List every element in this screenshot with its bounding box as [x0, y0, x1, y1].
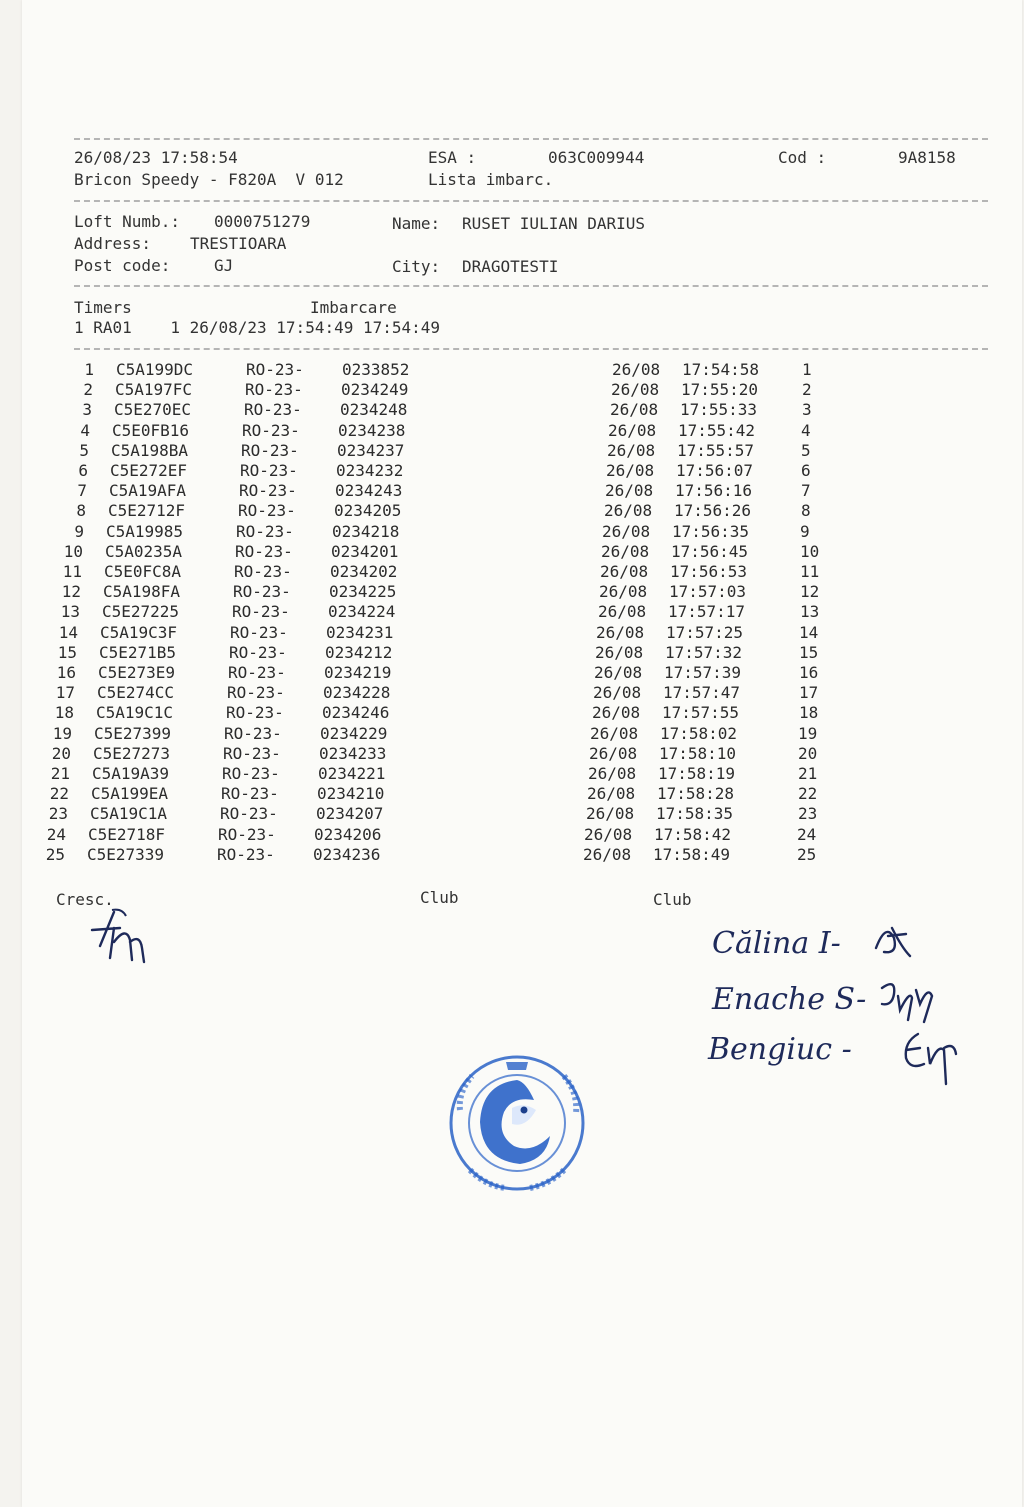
arrival-date: 26/08: [601, 541, 650, 561]
table-row: [0, 522, 1024, 542]
arrival-date: 26/08: [595, 642, 644, 662]
ring-country-year: RO-23-: [224, 723, 282, 743]
chip-code: C5A199EA: [91, 784, 169, 804]
timers-label: Timers: [74, 298, 132, 317]
chip-code: C5E271B5: [99, 642, 177, 662]
arrival-date: 26/08: [596, 622, 645, 642]
breeder-signature: [86, 906, 156, 966]
row-index: 1: [802, 360, 812, 379]
ring-number: 0234231: [326, 622, 394, 642]
chip-code: C5E270EC: [114, 400, 192, 420]
ring-number: 0234210: [317, 784, 385, 804]
ring-country-year: RO-23-: [234, 562, 292, 581]
table-row: [0, 441, 1024, 461]
row-number: 13: [60, 602, 80, 622]
address-label: Address:: [74, 234, 152, 253]
chip-code: C5A198FA: [103, 582, 181, 602]
address-value: TRESTIOARA: [190, 234, 287, 253]
row-number: 23: [48, 804, 68, 824]
row-index: 6: [801, 461, 811, 480]
chip-code: C5A0235A: [105, 541, 183, 561]
row-index: 10: [800, 541, 820, 561]
arrival-time: 17:55:42: [678, 420, 756, 440]
table-row: [0, 724, 1024, 744]
ring-country-year: RO-23-: [241, 440, 299, 460]
ring-number: 0234232: [336, 461, 404, 480]
arrival-date: 26/08: [606, 461, 655, 480]
arrival-time: 17:57:25: [666, 622, 744, 642]
chip-code: C5A19C1C: [96, 703, 174, 723]
arrival-date: 26/08: [602, 521, 651, 541]
ring-country-year: RO-23-: [233, 582, 291, 602]
chip-code: C5A19A39: [92, 764, 170, 783]
table-row: [0, 360, 1024, 380]
row-number: 16: [56, 663, 76, 682]
arrival-date: 26/08: [594, 663, 643, 682]
chip-code: C5E273E9: [98, 663, 176, 682]
postcode-value: GJ: [214, 256, 234, 275]
row-index: 11: [800, 562, 820, 581]
arrival-time: 17:55:33: [680, 400, 758, 420]
club-label-right: Club: [653, 890, 692, 909]
row-number: 1: [84, 360, 94, 379]
arrival-time: 17:56:35: [672, 521, 750, 541]
row-index: 3: [802, 400, 812, 420]
ring-country-year: RO-23-: [220, 804, 278, 824]
arrival-date: 26/08: [593, 683, 642, 703]
arrival-time: 17:56:26: [674, 501, 752, 521]
ring-number: 0234205: [334, 501, 402, 521]
ring-number: 0233852: [342, 360, 410, 379]
ring-country-year: RO-23-: [246, 360, 304, 379]
table-row: [0, 400, 1024, 420]
row-number: 22: [49, 784, 69, 804]
row-number: 9: [74, 521, 84, 541]
ring-number: 0234225: [329, 582, 397, 602]
table-row: [0, 744, 1024, 764]
table-row: [0, 481, 1024, 501]
row-number: 8: [76, 501, 86, 521]
arrival-date: 26/08: [584, 824, 633, 844]
table-row: [0, 845, 1024, 865]
arrival-date: 26/08: [589, 743, 638, 763]
ring-country-year: RO-23-: [232, 602, 290, 622]
chip-code: C5A19C3F: [100, 622, 178, 642]
separator: [74, 348, 988, 350]
arrival-date: 26/08: [610, 400, 659, 420]
arrival-date: 26/08: [612, 360, 661, 379]
ring-number: 0234238: [338, 420, 406, 440]
chip-code: C5A19AFA: [109, 481, 187, 501]
ring-number: 0234218: [332, 521, 400, 541]
table-row: [0, 542, 1024, 562]
row-number: 12: [61, 582, 81, 602]
row-number: 5: [79, 440, 89, 460]
arrival-time: 17:58:35: [656, 804, 734, 824]
table-row: [0, 501, 1024, 521]
separator: [74, 138, 988, 140]
table-row: [0, 825, 1024, 845]
row-number: 19: [52, 723, 72, 743]
arrival-time: 17:56:16: [675, 481, 753, 501]
chip-code: C5E0FC8A: [104, 562, 182, 581]
signature-mark-2: [876, 976, 936, 1026]
chip-code: C5A19C1A: [90, 804, 168, 824]
row-number: 2: [83, 380, 93, 400]
separator: [74, 285, 988, 287]
ring-country-year: RO-23-: [222, 764, 280, 783]
ring-number: 0234206: [314, 824, 382, 844]
row-index: 23: [798, 804, 818, 824]
row-number: 14: [58, 622, 78, 642]
arrival-time: 17:57:47: [663, 683, 741, 703]
row-number: 17: [55, 683, 75, 703]
row-index: 15: [799, 642, 819, 662]
ring-number: 0234219: [324, 663, 392, 682]
row-number: 15: [57, 642, 77, 662]
ring-number: 0234207: [316, 804, 384, 824]
table-row: [0, 703, 1024, 723]
row-number: 25: [45, 844, 65, 864]
ring-country-year: RO-23-: [221, 784, 279, 804]
ring-country-year: RO-23-: [244, 400, 302, 420]
cresc-label: Cresc.: [56, 890, 114, 909]
ring-country-year: RO-23-: [245, 380, 303, 400]
ring-number: 0234233: [319, 743, 387, 763]
row-index: 16: [799, 663, 819, 682]
ring-number: 0234229: [320, 723, 388, 743]
ring-number: 0234249: [341, 380, 409, 400]
ring-country-year: RO-23-: [227, 683, 285, 703]
row-number: 18: [54, 703, 74, 723]
ring-number: 0234202: [330, 562, 398, 581]
name-label: Name:: [392, 214, 441, 233]
arrival-time: 17:56:53: [670, 562, 748, 581]
row-number: 6: [78, 461, 88, 480]
arrival-time: 17:55:20: [681, 380, 759, 400]
arrival-date: 26/08: [598, 602, 647, 622]
chip-code: C5E2718F: [88, 824, 166, 844]
chip-code: C5A199DC: [116, 360, 194, 379]
arrival-date: 26/08: [608, 420, 657, 440]
arrival-time: 17:58:02: [660, 723, 738, 743]
separator: [74, 200, 988, 202]
ring-country-year: RO-23-: [240, 461, 298, 480]
row-index: 14: [799, 622, 819, 642]
chip-code: C5A19985: [106, 521, 184, 541]
table-row: [0, 804, 1024, 824]
name-value: RUSET IULIAN DARIUS: [462, 214, 646, 233]
city-value: DRAGOTESTI: [462, 257, 559, 276]
row-index: 19: [798, 723, 818, 743]
cod-label: Cod :: [778, 148, 827, 167]
arrival-date: 26/08: [592, 703, 641, 723]
arrival-time: 17:57:17: [668, 602, 746, 622]
row-index: 13: [800, 602, 820, 622]
ring-country-year: RO-23-: [229, 642, 287, 662]
ring-country-year: RO-23-: [226, 703, 284, 723]
table-row: [0, 421, 1024, 441]
arrival-date: 26/08: [590, 723, 639, 743]
device-info: Bricon Speedy - F820A V 012: [74, 170, 344, 189]
arrival-time: 17:55:57: [677, 440, 755, 460]
arrival-time: 17:58:10: [659, 743, 737, 763]
row-index: 5: [801, 440, 811, 460]
row-number: 21: [50, 764, 70, 783]
ring-country-year: RO-23-: [223, 743, 281, 763]
arrival-date: 26/08: [604, 501, 653, 521]
arrival-time: 17:58:49: [653, 844, 731, 864]
arrival-date: 26/08: [605, 481, 654, 501]
timer-line: 1 RA01 1 26/08/23 17:54:49 17:54:49: [74, 318, 441, 337]
arrival-time: 17:57:39: [664, 663, 742, 682]
signature-mark-1: [866, 918, 916, 962]
arrival-date: 26/08: [583, 844, 632, 864]
row-index: 4: [801, 420, 811, 440]
arrival-time: 17:57:55: [662, 703, 740, 723]
cod-value: 9A8158: [898, 148, 956, 167]
arrival-time: 17:54:58: [682, 360, 760, 379]
ring-number: 0234221: [318, 764, 386, 783]
arrival-date: 26/08: [600, 562, 649, 581]
table-row: [0, 461, 1024, 481]
row-number: 10: [63, 541, 83, 561]
table-row: [0, 582, 1024, 602]
table-row: [0, 683, 1024, 703]
arrival-time: 17:57:32: [665, 642, 743, 662]
handwritten-name-3: Bengiuc -: [708, 1032, 852, 1067]
loft-label: Loft Numb.:: [74, 212, 180, 231]
arrival-time: 17:58:19: [658, 764, 736, 783]
ring-country-year: RO-23-: [236, 521, 294, 541]
ring-country-year: RO-23-: [218, 824, 276, 844]
row-index: 24: [797, 824, 817, 844]
arrival-time: 17:58:28: [657, 784, 735, 804]
chip-code: C5E27225: [102, 602, 180, 622]
handwritten-name-2: Enache S-: [712, 982, 867, 1017]
handwritten-name-1: Călina I-: [712, 926, 841, 961]
chip-code: C5E27399: [94, 723, 172, 743]
table-row: [0, 764, 1024, 784]
ring-number: 0234201: [331, 541, 399, 561]
ring-number: 0234224: [328, 602, 396, 622]
row-index: 8: [801, 501, 811, 521]
document-title: Lista imbarc.: [428, 170, 554, 189]
table-row: [0, 643, 1024, 663]
chip-code: C5E2712F: [108, 501, 186, 521]
row-index: 21: [798, 764, 818, 783]
table-row: [0, 602, 1024, 622]
arrival-time: 17:56:45: [671, 541, 749, 561]
row-number: 20: [51, 743, 71, 763]
postcode-label: Post code:: [74, 256, 171, 275]
table-row: [0, 784, 1024, 804]
arrival-time: 17:58:42: [654, 824, 732, 844]
row-number: 24: [46, 824, 66, 844]
ring-number: 0234248: [340, 400, 408, 420]
imbarcare-label: Imbarcare: [310, 298, 397, 317]
arrival-date: 26/08: [599, 582, 648, 602]
table-row: [0, 562, 1024, 582]
table-row: [0, 663, 1024, 683]
signature-mark-3: [898, 1024, 960, 1088]
row-index: 7: [801, 481, 811, 501]
esa-label: ESA :: [428, 148, 477, 167]
ring-country-year: RO-23-: [238, 501, 296, 521]
row-index: 9: [800, 521, 810, 541]
table-row: [0, 623, 1024, 643]
row-index: 20: [798, 743, 818, 763]
row-index: 12: [800, 582, 820, 602]
ring-country-year: RO-23-: [228, 663, 286, 682]
arrival-time: 17:57:03: [669, 582, 747, 602]
row-index: 22: [798, 784, 818, 804]
ring-country-year: RO-23-: [242, 420, 300, 440]
city-label: City:: [392, 257, 441, 276]
row-index: 2: [802, 380, 812, 400]
loft-value: 0000751279: [214, 212, 311, 231]
ring-country-year: RO-23-: [239, 481, 297, 501]
ring-number: 0234228: [323, 683, 391, 703]
ring-number: 0234243: [335, 481, 403, 501]
row-number: 7: [77, 481, 87, 501]
arrival-date: 26/08: [611, 380, 660, 400]
chip-code: C5E272EF: [110, 461, 188, 480]
row-number: 3: [82, 400, 92, 420]
row-number: 4: [80, 420, 90, 440]
chip-code: C5E27273: [93, 743, 171, 763]
print-datetime: 26/08/23 17:58:54: [74, 148, 238, 167]
row-index: 25: [797, 844, 817, 864]
ring-country-year: RO-23-: [230, 622, 288, 642]
table-row: [0, 380, 1024, 400]
chip-code: C5E274CC: [97, 683, 175, 703]
ring-country-year: RO-23-: [217, 844, 275, 864]
chip-code: C5E27339: [87, 844, 165, 864]
ring-number: 0234236: [313, 844, 381, 864]
arrival-date: 26/08: [587, 784, 636, 804]
row-index: 17: [799, 683, 819, 703]
arrival-date: 26/08: [586, 804, 635, 824]
chip-code: C5E0FB16: [112, 420, 190, 440]
club-label-left: Club: [420, 888, 459, 907]
row-number: 11: [62, 562, 82, 581]
chip-code: C5A197FC: [115, 380, 193, 400]
ring-country-year: RO-23-: [235, 541, 293, 561]
federation-stamp: [446, 1052, 588, 1194]
row-index: 18: [799, 703, 819, 723]
ring-number: 0234237: [337, 440, 405, 460]
arrival-time: 17:56:07: [676, 461, 754, 480]
arrival-date: 26/08: [607, 440, 656, 460]
ring-number: 0234212: [325, 642, 393, 662]
ring-number: 0234246: [322, 703, 390, 723]
esa-value: 063C009944: [548, 148, 645, 167]
chip-code: C5A198BA: [111, 440, 189, 460]
arrival-date: 26/08: [588, 764, 637, 783]
